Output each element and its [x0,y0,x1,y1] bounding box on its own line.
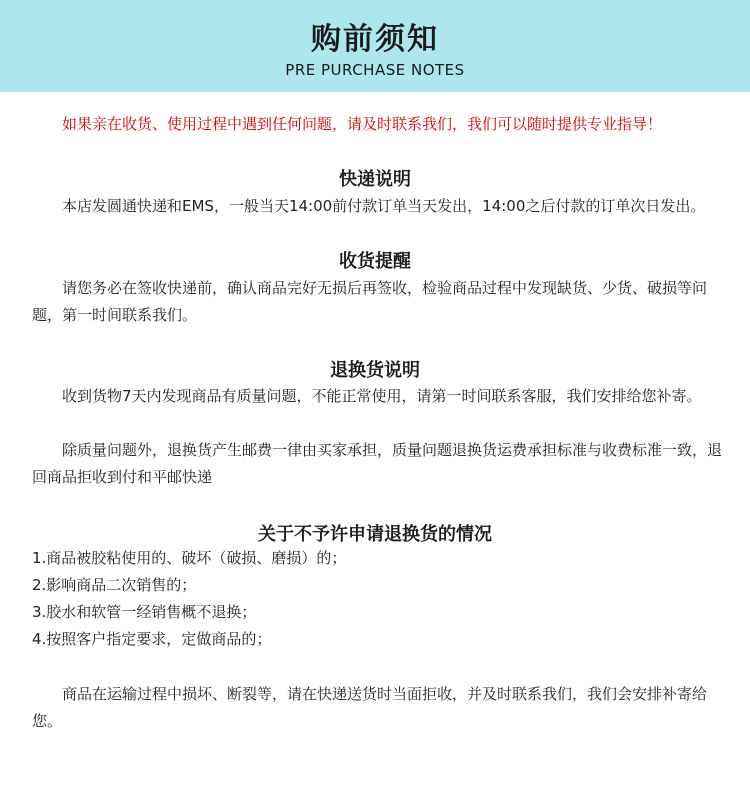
page-title: 购前须知 [311,22,439,57]
intro-notice: 如果亲在收货、使用过程中遇到任何问题，请及时联系我们，我们可以随时提供专业指导！ [62,115,663,133]
list-item: 3.胶水和软管一经销售概不退换； [32,603,257,621]
list-item: 1.商品被胶粘使用的、破坏（破损、磨损）的； [32,549,347,567]
header-banner [0,0,750,92]
receipt-text: 请您务必在签收快递前，确认商品完好无损后再签收，检验商品过程中发现缺货、少货、破损等问题，第一时间联系我们。 [32,279,708,324]
no-return-heading: 关于不予许申请退换货的情况 [258,524,492,545]
no-return-list [32,545,722,653]
list-item: 2.影响商品二次销售的； [32,576,197,594]
returns-heading: 退换货说明 [330,360,420,381]
express-text: 本店发圆通快递和EMS，一般当天14:00前付款订单当天发出，14:00之后付款的订单次日发出。 [62,197,706,215]
returns-text-1: 收到货物7天内发现商品有质量问题，不能正常使用，请第一时间联系客服，我们安排给您补寄。 [62,387,702,405]
closing-text: 商品在运输过程中损坏、断裂等，请在快递送货时当面拒收，并及时联系我们，我们会安排补寄给您。 [32,685,708,730]
page-subtitle: PRE PURCHASE NOTES [285,61,465,79]
receipt-heading: 收货提醒 [339,251,411,272]
express-heading: 快递说明 [339,169,411,190]
returns-text-2: 除质量问题外，退换货产生邮费一律由买家承担，质量问题退换货运费承担标准与收费标准一致，退回商品拒收到付和平邮快递 [32,441,723,486]
list-item: 4.按照客户指定要求，定做商品的； [32,630,272,648]
